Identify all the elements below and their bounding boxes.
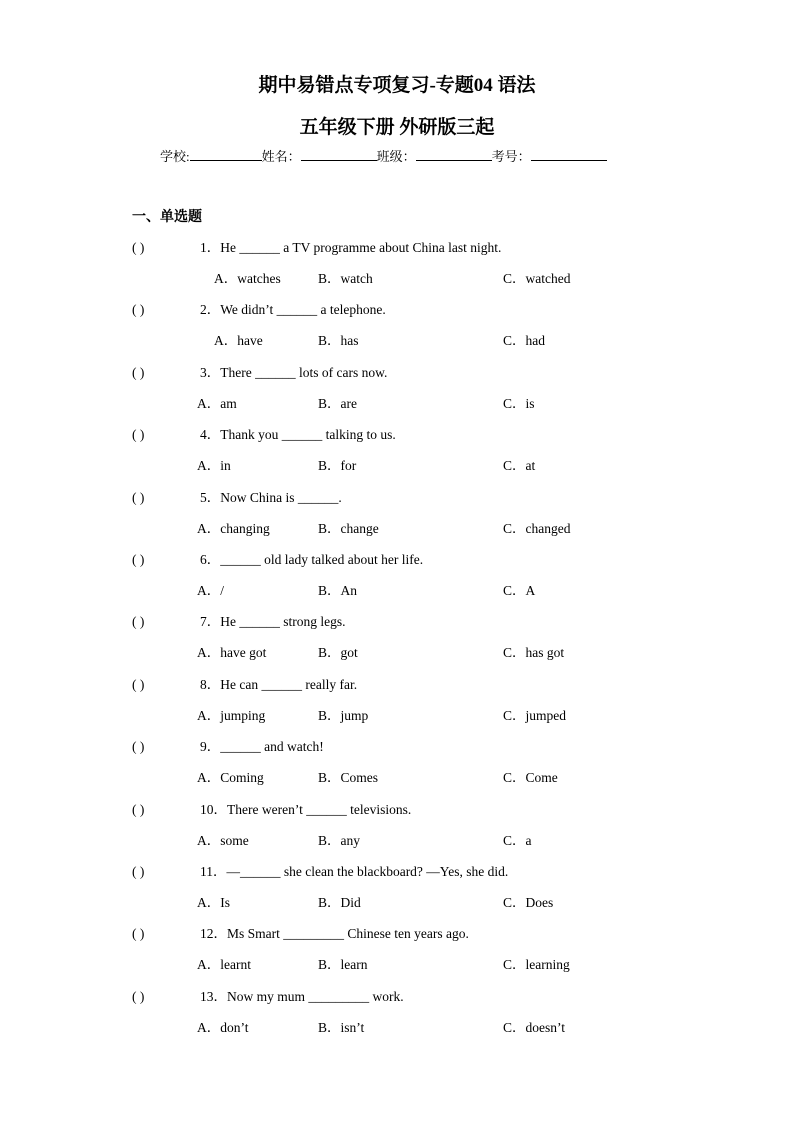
question-4 — [132, 423, 396, 443]
option-b: B．An — [318, 583, 358, 598]
section-heading: 一、单选题 — [132, 210, 202, 225]
question-text: 11．—______ she clean the blackboard? —Yes, she did. — [200, 864, 509, 879]
option-b: B．jump — [318, 707, 369, 723]
option-b: B．isn’t — [318, 1019, 365, 1035]
question-text: 12．Ms Smart _________ Chinese ten years ago. — [200, 926, 469, 942]
answer-bracket[interactable]: ( ) — [132, 489, 145, 505]
exam-no-blank[interactable] — [531, 147, 607, 161]
name-blank[interactable] — [301, 147, 377, 161]
question-5 — [132, 486, 342, 506]
question-text: 9．______ and watch! — [200, 739, 324, 755]
option-c: C．is — [503, 395, 535, 411]
question-text: 3．There ______ lots of cars now. — [200, 364, 388, 380]
option-a: A．have got — [197, 645, 267, 661]
question-6 — [132, 548, 423, 568]
answer-bracket[interactable]: ( ) — [132, 801, 145, 817]
question-text: 6．______ old lady talked about her life. — [200, 552, 424, 567]
question-12 — [132, 922, 469, 942]
option-c: C．A — [503, 583, 536, 598]
answer-bracket[interactable]: ( ) — [132, 988, 145, 1004]
question-text: 8．He can ______ really far. — [200, 676, 358, 692]
option-a: A．changing — [197, 520, 270, 536]
option-b: B．learn — [318, 957, 368, 973]
school-label: 学校: — [160, 149, 190, 164]
question-text: 13．Now my mum _________ work. — [200, 988, 404, 1004]
class-label: 班级： — [376, 149, 416, 164]
option-a: A．learnt — [197, 957, 251, 973]
question-text: 1．He ______ a TV programme about China last night. — [200, 240, 502, 255]
option-a: A．watches — [214, 271, 281, 286]
option-a: A．don’t — [197, 1019, 249, 1035]
option-a: A．jumping — [197, 707, 266, 723]
option-c: C．learning — [503, 957, 570, 973]
question-8 — [132, 673, 357, 693]
question-text: 4．Thank you ______ talking to us. — [200, 427, 396, 443]
question-text: 5．Now China is ______. — [200, 489, 342, 505]
class-blank[interactable] — [416, 147, 492, 161]
answer-bracket[interactable]: ( ) — [132, 427, 145, 443]
option-c: C．at — [503, 458, 536, 474]
answer-bracket[interactable]: ( ) — [132, 676, 145, 692]
option-a: A．Is — [197, 895, 230, 910]
question-9 — [132, 735, 324, 755]
option-b: B．has — [318, 333, 359, 349]
option-b: B．watch — [318, 271, 373, 286]
option-b: B．any — [318, 832, 360, 848]
question-3 — [132, 361, 387, 381]
option-c: C．Does — [503, 895, 554, 910]
option-a: A．in — [197, 458, 231, 474]
question-text: 2．We didn’t ______ a telephone. — [200, 302, 386, 318]
option-b: B．got — [318, 645, 358, 661]
option-a: A．have — [214, 333, 263, 349]
option-b: B．are — [318, 395, 357, 411]
option-c: C．changed — [503, 520, 571, 536]
option-b: B．Comes — [318, 770, 379, 786]
school-blank[interactable] — [190, 147, 262, 161]
question-text: 10．There weren’t ______ televisions. — [200, 801, 412, 817]
answer-bracket[interactable]: ( ) — [132, 302, 145, 318]
question-11 — [132, 860, 508, 880]
option-a: A．am — [197, 395, 237, 411]
option-c: C．jumped — [503, 707, 566, 723]
option-c: C．Come — [503, 770, 558, 786]
answer-bracket[interactable]: ( ) — [132, 240, 145, 255]
answer-bracket[interactable]: ( ) — [132, 926, 145, 942]
option-a: A．Coming — [197, 770, 264, 786]
option-b: B．for — [318, 458, 357, 474]
question-7 — [132, 610, 346, 630]
option-a: A．some — [197, 832, 249, 848]
option-b: B．Did — [318, 895, 361, 910]
question-2 — [132, 298, 386, 318]
exam-no-label: 考号： — [491, 149, 531, 164]
question-13 — [132, 985, 404, 1005]
option-a: A．/ — [197, 583, 224, 598]
option-c: C．a — [503, 832, 532, 848]
answer-bracket[interactable]: ( ) — [132, 614, 145, 630]
question-text: 7．He ______ strong legs. — [200, 614, 346, 630]
option-b: B．change — [318, 520, 379, 536]
answer-bracket[interactable]: ( ) — [132, 552, 145, 567]
answer-bracket[interactable]: ( ) — [132, 864, 145, 879]
option-c: C．had — [503, 333, 545, 349]
option-c: C．has got — [503, 645, 565, 661]
option-c: C．doesn’t — [503, 1019, 566, 1035]
student-info-line — [160, 146, 607, 165]
question-1 — [132, 236, 501, 256]
question-10 — [132, 798, 411, 818]
name-label: 姓名： — [261, 149, 301, 164]
document-subtitle: 五年级下册 外研版三起 — [299, 117, 495, 138]
answer-bracket[interactable]: ( ) — [132, 739, 145, 755]
document-title: 期中易错点专项复习-专题04 语法 — [258, 75, 536, 96]
answer-bracket[interactable]: ( ) — [132, 364, 145, 380]
option-c: C．watched — [503, 271, 571, 286]
